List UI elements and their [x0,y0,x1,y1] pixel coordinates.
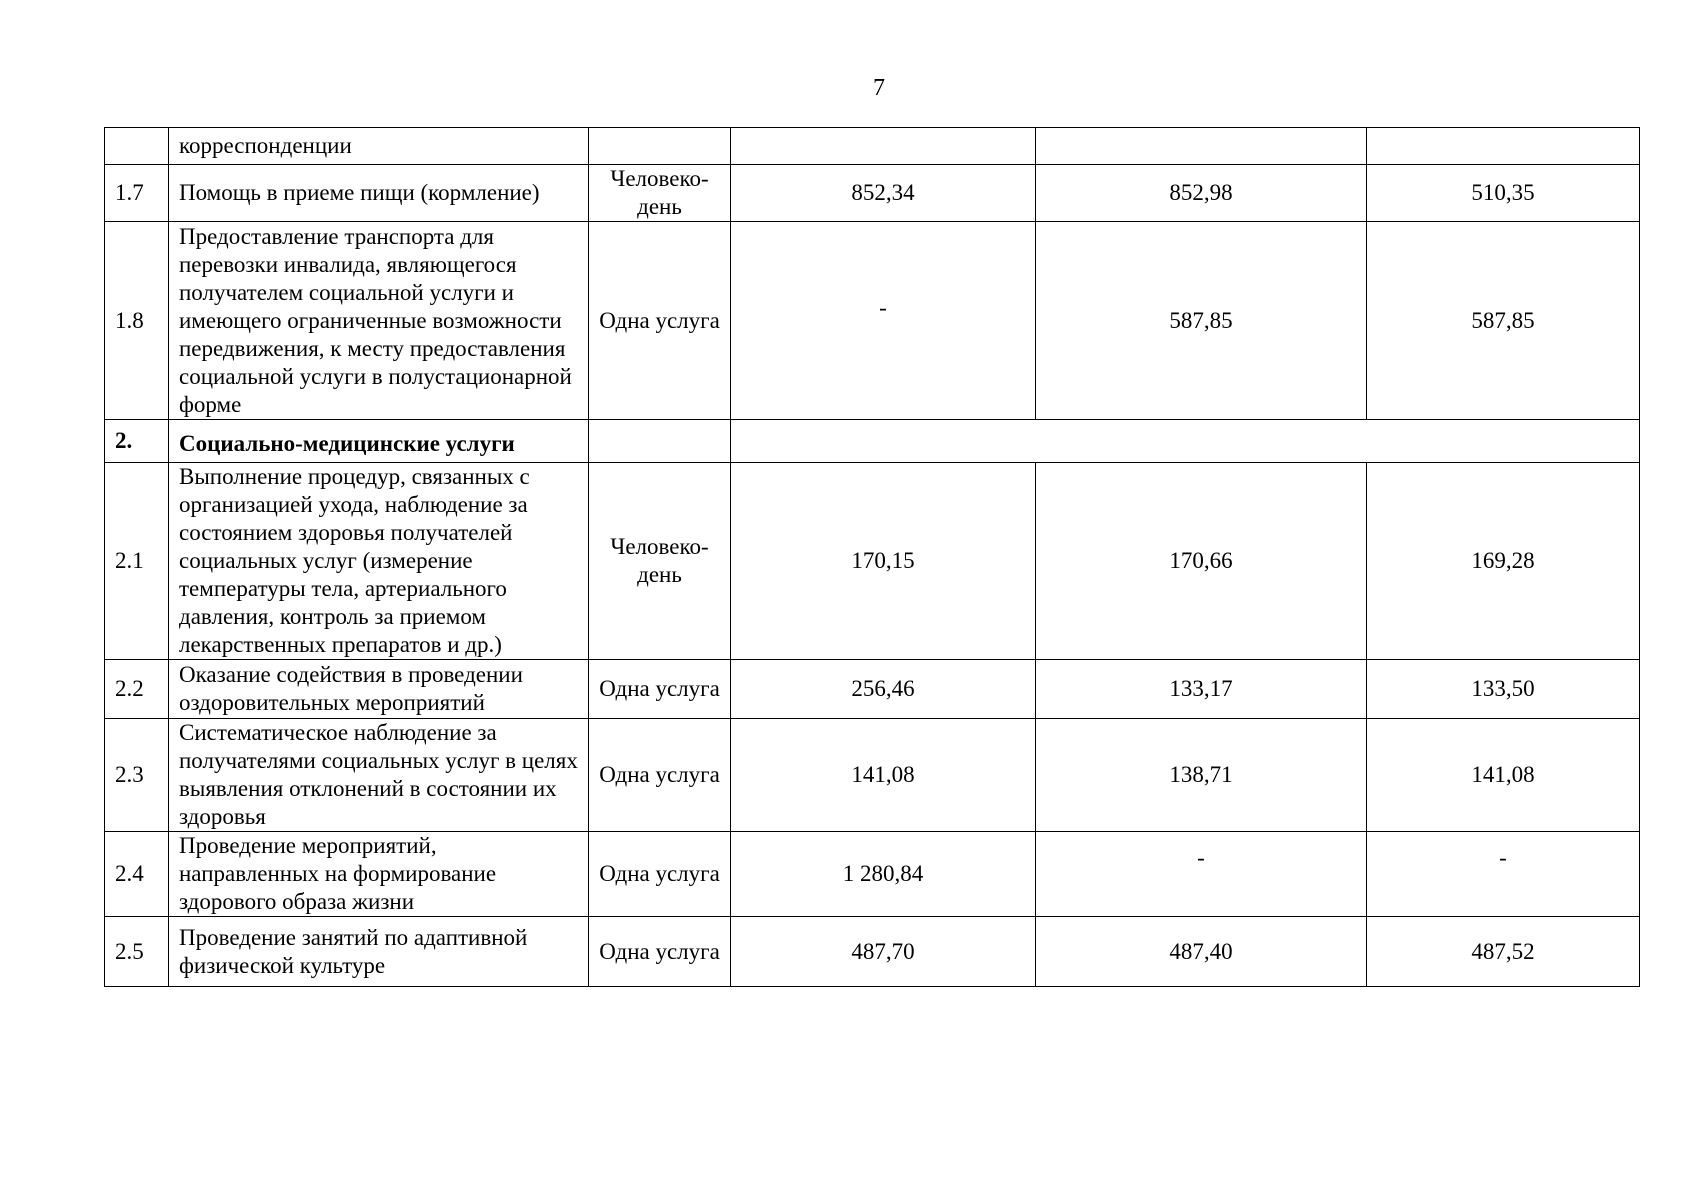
service-name: Выполнение процедур, связанных с организацией ухода, наблюдение за состоянием здоровья получателей социальных услуг (измерение температуры тела, артериального давления, контроль за приемом лекарственных препаратов и др.) [169,463,589,660]
row-number: 2.3 [105,719,169,832]
section-empty-cell [589,420,731,463]
section-number: 2. [105,420,169,463]
section-header-row [105,420,1640,463]
tariff-value-3: 141,08 [1367,719,1640,832]
page-number: 7 [873,75,885,101]
tariff-value-2: 487,40 [1036,917,1367,987]
service-name: Помощь в приеме пищи (кормление) [169,165,589,222]
table-row [105,128,1640,165]
tariff-value-1: 170,15 [731,463,1036,660]
tariff-value-1: 256,46 [731,660,1036,719]
tariff-value-2: 133,17 [1036,660,1367,719]
table-row [105,463,1640,660]
tariff-value-2 [1036,128,1367,165]
tariff-value-3: 487,52 [1367,917,1640,987]
service-name: Предоставление транспорта для перевозки инвалида, являющегося получателем социальной услуги и имеющего ограниченные возможности передвижения, к месту предоставления социальной услуги в полустационарной форме [169,222,589,420]
tariff-value-1 [731,128,1036,165]
tariff-value-1: 852,34 [731,165,1036,222]
unit-of-service: Одна услуга [589,832,731,917]
service-name: Проведение мероприятий, направленных на формирование здорового образа жизни [169,832,589,917]
tariff-value-3: - [1367,832,1640,917]
table-row [105,917,1640,987]
table-row [105,660,1640,719]
unit-of-service: Человеко-день [589,463,731,660]
unit-of-service: Одна услуга [589,660,731,719]
tariff-value-2: 852,98 [1036,165,1367,222]
tariff-value-1: 1 280,84 [731,832,1036,917]
table-row [105,165,1640,222]
unit-of-service: Человеко-день [589,165,731,222]
tariff-value-3: 169,28 [1367,463,1640,660]
tariff-value-3: 133,50 [1367,660,1640,719]
services-tariff-table [104,127,1640,987]
tariff-value-2: 170,66 [1036,463,1367,660]
row-number: 1.7 [105,165,169,222]
tariff-value-3: 587,85 [1367,222,1640,420]
row-number [105,128,169,165]
unit-of-service: Одна услуга [589,222,731,420]
row-number: 1.8 [105,222,169,420]
service-name: корреспонденции [169,128,589,165]
service-name: Систематическое наблюдение за получателями социальных услуг в целях выявления отклонений в состоянии их здоровья [169,719,589,832]
table-row [105,719,1640,832]
tariff-value-1: 487,70 [731,917,1036,987]
tariff-value-1: - [731,222,1036,420]
tariff-value-2: 587,85 [1036,222,1367,420]
row-number: 2.1 [105,463,169,660]
service-name: Проведение занятий по адаптивной физической культуре [169,917,589,987]
table-row [105,832,1640,917]
unit-of-service: Одна услуга [589,719,731,832]
row-number: 2.5 [105,917,169,987]
unit-of-service: Одна услуга [589,917,731,987]
row-number: 2.2 [105,660,169,719]
tariff-value-2: - [1036,832,1367,917]
tariff-value-2: 138,71 [1036,719,1367,832]
section-empty-merged-cell [731,420,1640,463]
unit-of-service [589,128,731,165]
service-name: Оказание содействия в проведении оздоровительных мероприятий [169,660,589,719]
tariff-value-1: 141,08 [731,719,1036,832]
section-title: Социально-медицинские услуги [169,420,589,463]
row-number: 2.4 [105,832,169,917]
tariff-value-3 [1367,128,1640,165]
tariff-value-3: 510,35 [1367,165,1640,222]
table-row [105,222,1640,420]
